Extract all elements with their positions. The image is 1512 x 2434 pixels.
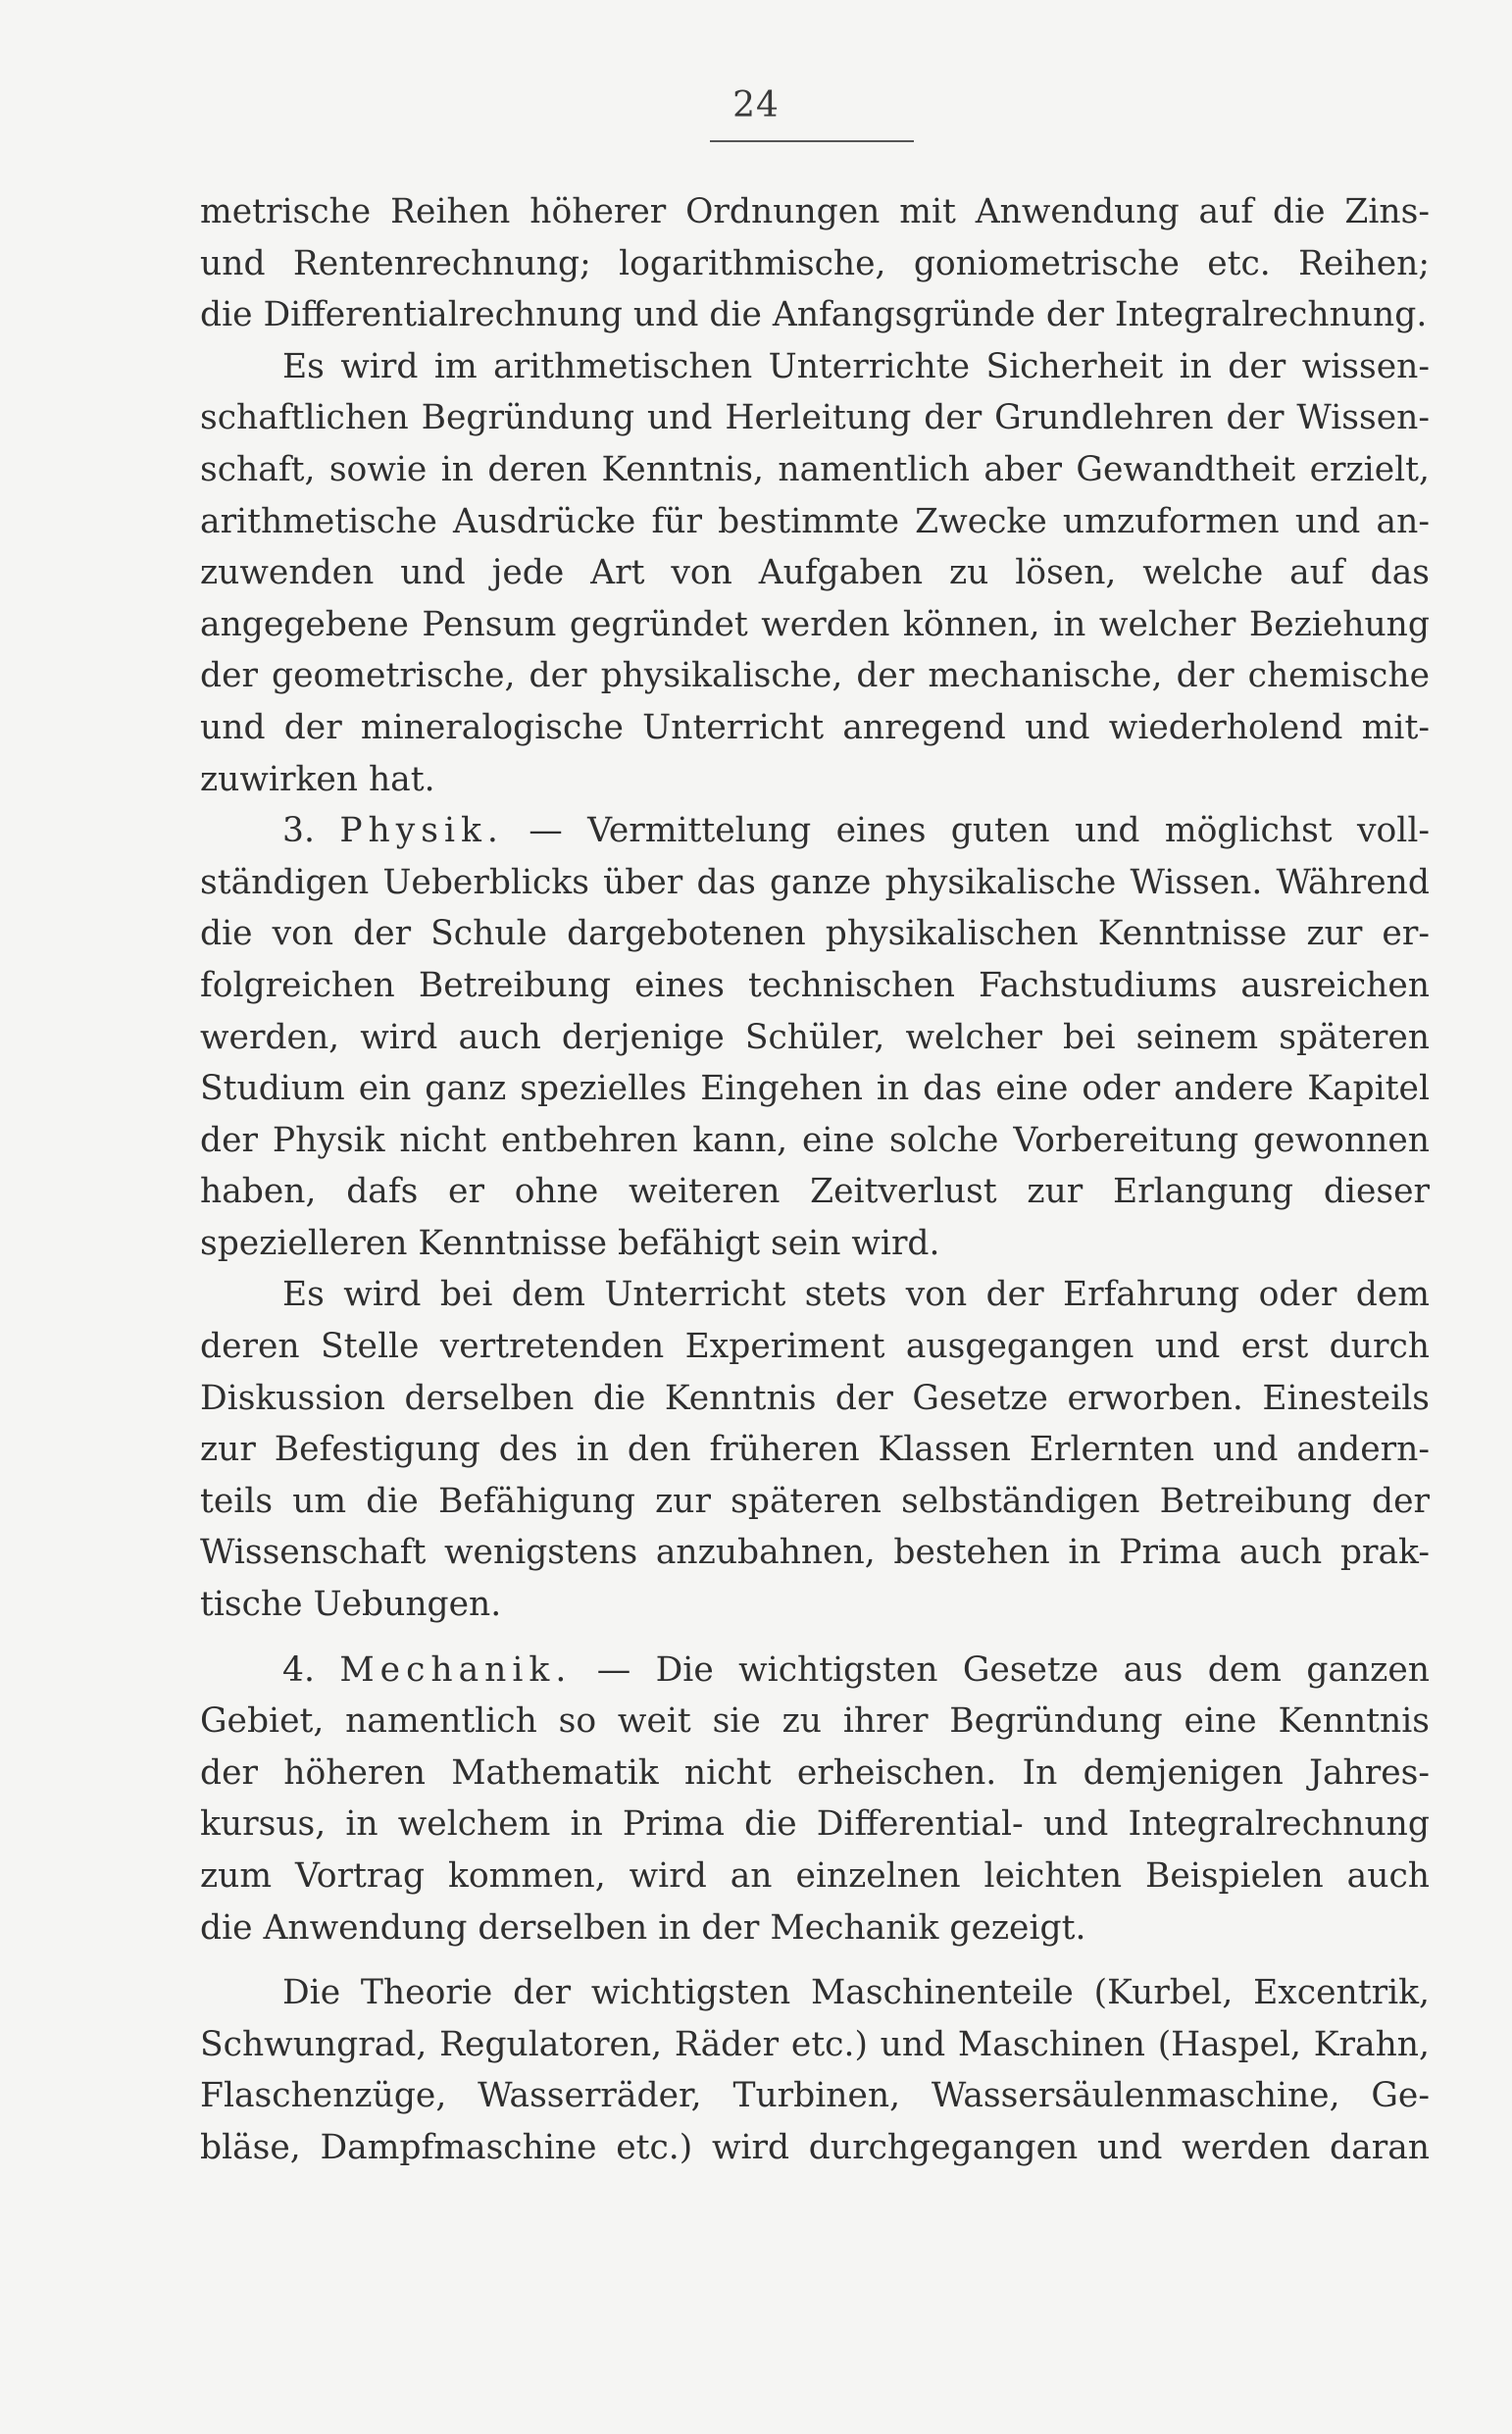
text-line: deren Stelle vertretenden Experiment ausgegangen und erst durch xyxy=(200,1327,1430,1367)
text-line: folgreichen Betreibung eines technischen Fachstudiums ausreichen xyxy=(200,965,1430,1005)
text-line: arithmetische Ausdrücke für bestimmte Zwecke umzuformen und an- xyxy=(200,501,1430,541)
paragraph-gap xyxy=(200,1953,1430,1967)
text-line: Wissenschaft wenigstens anzubahnen, bestehen in Prima auch prak- xyxy=(200,1533,1430,1573)
text-line: Es wird bei dem Unterricht stets von der Erfahrung oder dem xyxy=(282,1275,1430,1315)
text-line: Gebiet, namentlich so weit sie zu ihrer Begründung eine Kenntnis xyxy=(200,1701,1430,1742)
text-line: teils um die Befähigung zur späteren selbständigen Betreibung der xyxy=(200,1481,1430,1521)
section-intro: — Vermittelung eines guten und möglichst voll- xyxy=(529,811,1430,851)
text-line: spezielleren Kenntnisse befähigt sein wird. xyxy=(200,1223,940,1263)
text-line: und der mineralogische Unterricht anregend und wiederholend mit- xyxy=(200,707,1430,747)
paragraph xyxy=(200,1967,1430,2173)
section-title: Mechanik. xyxy=(339,1649,573,1690)
text-line: kursus, in welchem in Prima die Differential- und Integralrechnung xyxy=(200,1804,1430,1845)
text-line: angegebene Pensum gegründet werden können, in welcher Beziehung xyxy=(200,604,1430,644)
text-line: die von der Schule dargebotenen physikalischen Kenntnisse zur er- xyxy=(200,914,1430,954)
text-line: der Physik nicht entbehren kann, eine solche Vorbereitung gewonnen xyxy=(200,1120,1430,1160)
paragraph-gap xyxy=(200,1631,1430,1645)
paragraph-physik xyxy=(200,805,1430,1269)
text-line: Studium ein ganz spezielles Eingehen in das eine oder andere Kapitel xyxy=(200,1069,1430,1109)
section-number: 4. xyxy=(282,1649,315,1690)
section-heading-line xyxy=(200,805,1430,857)
text-line: der höheren Mathematik nicht erheischen. In demjenigen Jahres- xyxy=(200,1752,1430,1793)
text-line: der geometrische, der physikalische, der mechanische, der chemische xyxy=(200,656,1430,696)
text-line: und Rentenrechnung; logarithmische, goniometrische etc. Reihen; xyxy=(200,243,1430,283)
text-line: zum Vortrag kommen, wird an einzelnen leichten Beispielen auch xyxy=(200,1856,1430,1896)
section-number: 3. xyxy=(282,811,315,851)
text-line: schaftlichen Begründung und Herleitung der Grundlehren der Wissen- xyxy=(200,398,1430,438)
text-line: Diskussion derselben die Kenntnis der Gesetze erworben. Einesteils xyxy=(200,1378,1430,1418)
paragraph-mechanik xyxy=(200,1645,1430,1954)
text-line: zuwirken hat. xyxy=(200,759,435,799)
text-line: zur Befestigung des in den früheren Klassen Erlernten und andern- xyxy=(200,1430,1430,1470)
text-line: Die Theorie der wichtigsten Maschinenteile (Kurbel, Excentrik, xyxy=(282,1973,1430,2013)
text-line: die Anwendung derselben in der Mechanik gezeigt. xyxy=(200,1907,1086,1948)
body-text xyxy=(200,186,1430,2174)
text-line: metrische Reihen höherer Ordnungen mit Anwendung auf die Zins- xyxy=(200,192,1430,231)
text-line: Es wird im arithmetischen Unterrichte Sicherheit in der wissen- xyxy=(282,346,1430,386)
text-line: Schwungrad, Regulatoren, Räder etc.) und Maschinen (Haspel, Krahn, xyxy=(200,2024,1430,2064)
text-line: haben, dafs er ohne weiteren Zeitverlust zur Erlangung dieser xyxy=(200,1172,1430,1212)
text-line: zuwenden und jede Art von Aufgaben zu lösen, welche auf das xyxy=(200,553,1430,593)
text-line: ständigen Ueberblicks über das ganze physikalische Wissen. Während xyxy=(200,862,1430,902)
text-line: die Differentialrechnung und die Anfangsgründe der Integralrechnung. xyxy=(200,295,1428,335)
section-intro: — Die wichtigsten Gesetze aus dem ganzen xyxy=(596,1649,1430,1690)
paragraph xyxy=(200,186,1430,341)
text-line: schaft, sowie in deren Kenntnis, namentlich aber Gewandtheit erzielt, xyxy=(200,449,1430,489)
section-title: Physik. xyxy=(339,811,504,851)
header-rule xyxy=(710,140,914,142)
paragraph xyxy=(200,341,1430,805)
section-heading-line xyxy=(200,1645,1430,1697)
text-line: Flaschenzüge, Wasserräder, Turbinen, Wassersäulenmaschine, Ge- xyxy=(200,2076,1430,2116)
page-number: 24 xyxy=(732,85,780,126)
text-line: bläse, Dampfmaschine etc.) wird durchgegangen und werden daran xyxy=(200,2127,1430,2167)
paragraph xyxy=(200,1269,1430,1630)
text-line: werden, wird auch derjenige Schüler, welcher bei seinem späteren xyxy=(200,1017,1430,1057)
text-line: tische Uebungen. xyxy=(200,1585,502,1625)
